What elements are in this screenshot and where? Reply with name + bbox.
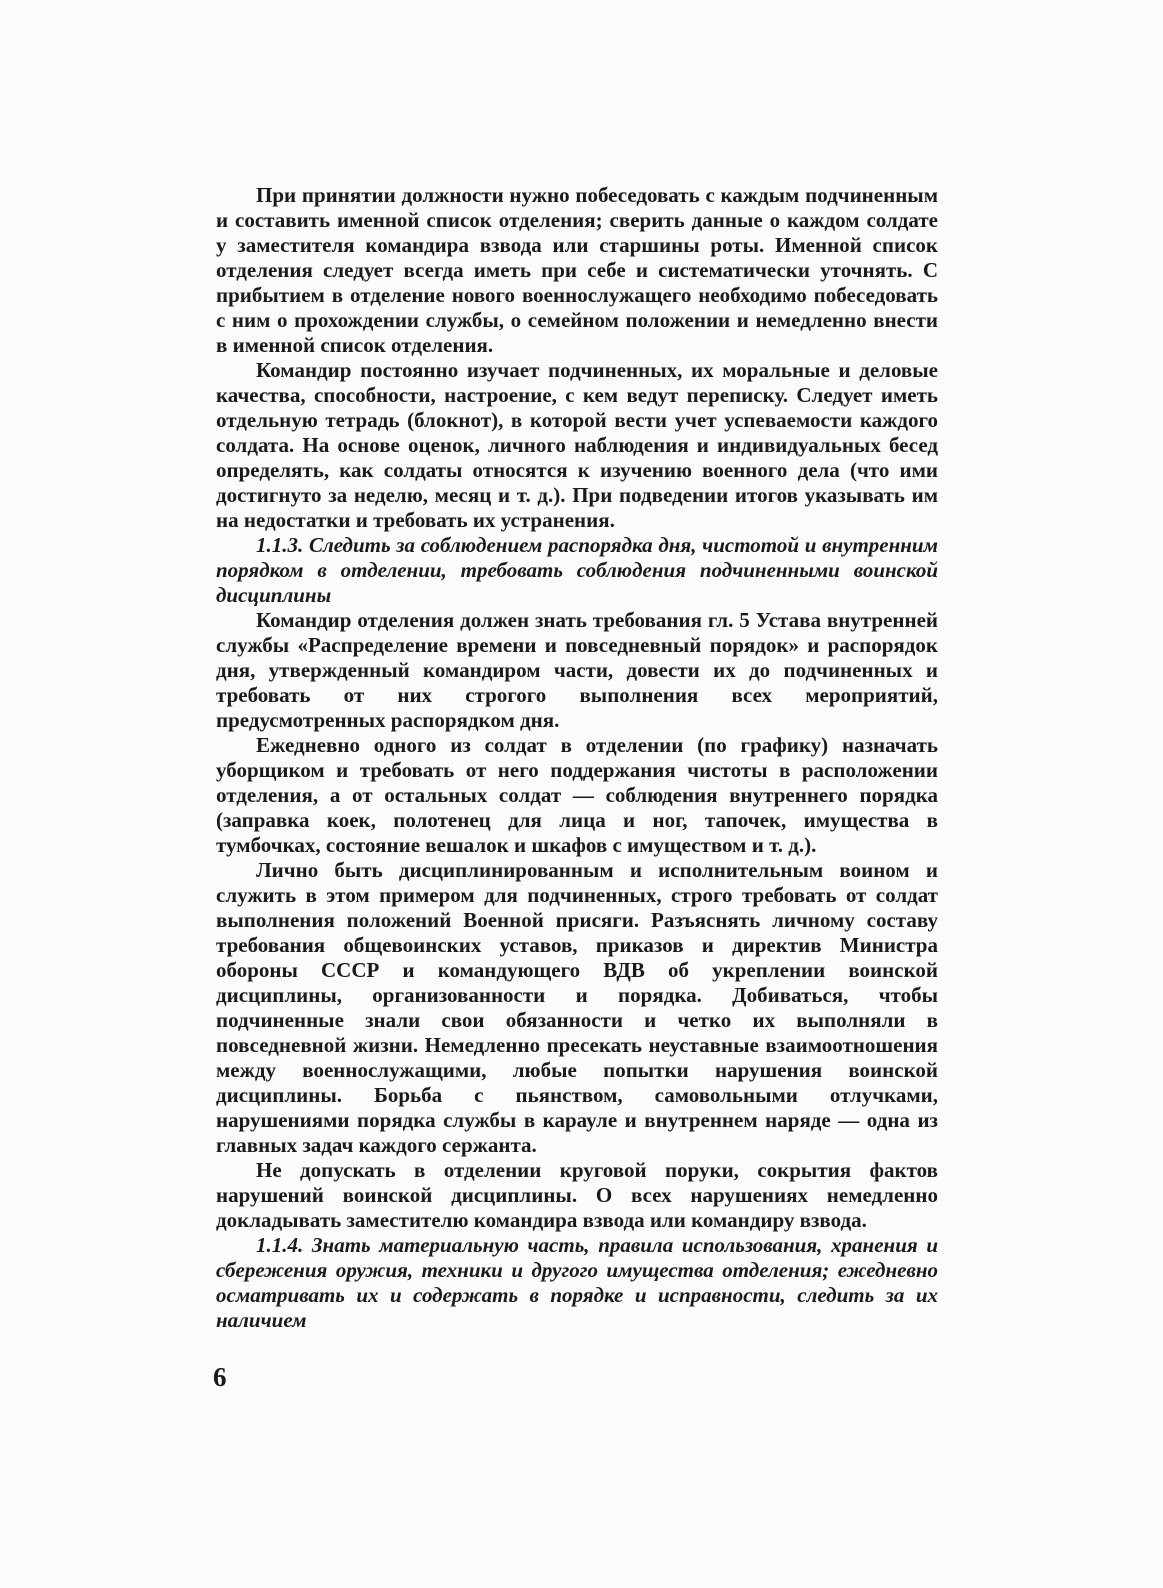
page-number: 6 xyxy=(213,1362,227,1392)
paragraph-3: Командир отделения должен знать требования гл. 5 Устава внутренней службы «Распределение времени и повседневный порядок» и распорядок дня, утвержденный командиром части, довести их до подчиненных и требовать от них строгого выполнения всех мероприятий, предусмотренных распорядком дня. xyxy=(216,608,938,732)
paragraph-5: Лично быть дисциплинированным и исполнительным воином и служить в этом примером для подчиненных, строго требовать от солдат выполнения положений Военной присяги. Разъяснять личному составу требования общевоинских уставов, приказов и директив Министра обороны СССР и командующего ВДВ об укреплении воинской дисциплины, организованности и порядка. Добиваться, чтобы подчиненные знали свои обязанности и четко их выполняли в повседневной жизни. Немедленно пресекать неуставные взаимоотношения между военнослужащими, любые попытки нарушения воинской дисциплины. Борьба с пьянством, самовольными отлучками, нарушениями порядка службы в карауле и внутреннем наряде — одна из главных задач каждого сержанта. xyxy=(216,858,938,1157)
paragraph-4: Ежедневно одного из солдат в отделении (по графику) назначать уборщиком и требовать от него поддержания чистоты в расположении отделения, а от остальных солдат — соблюдения внутреннего порядка (заправка коек, полотенец для лица и ног, тапочек, имущества в тумбочках, состояние вешалок и шкафов с имуществом и т. д.). xyxy=(216,733,938,857)
paragraph-2: Командир постоянно изучает подчиненных, их моральные и деловые качества, способности, настроение, с кем ведут переписку. Следует иметь отдельную тетрадь (блокнот), в которой вести учет успеваемости каждого солдата. На основе оценок, личного наблюдения и индивидуальных бесед определять, как солдаты относятся к изучению военного дела (что ими достигнуто за неделю, месяц и т. д.). При подведении итогов указывать им на недостатки и требовать их устранения. xyxy=(216,358,938,532)
section-heading-1-1-3: 1.1.3. Следить за соблюдением распорядка дня, чистотой и внутренним порядком в отделении, требовать соблюдения подчиненными воинской дисциплины xyxy=(216,533,938,607)
paragraph-6: Не допускать в отделении круговой поруки, сокрытия фактов нарушений воинской дисциплины. О всех нарушениях немедленно докладывать заместителю командира взвода или командиру взвода. xyxy=(216,1158,938,1232)
section-heading-1-1-4: 1.1.4. Знать материальную часть, правила использования, хранения и сбережения оружия, техники и другого имущества отделения; ежедневно осматривать их и содержать в порядке и исправности, следить за их наличием xyxy=(216,1233,938,1332)
page-body-text xyxy=(216,183,938,1333)
paragraph-1: При принятии должности нужно побеседовать с каждым подчиненным и составить именной список отделения; сверить данные о каждом солдате у заместителя командира взвода или старшины роты. Именной список отделения следует всегда иметь при себе и систематически уточнять. С прибытием в отделение нового военнослужащего необходимо побеседовать с ним о прохождении службы, о семейном положении и немедленно внести в именной список отделения. xyxy=(216,183,938,357)
